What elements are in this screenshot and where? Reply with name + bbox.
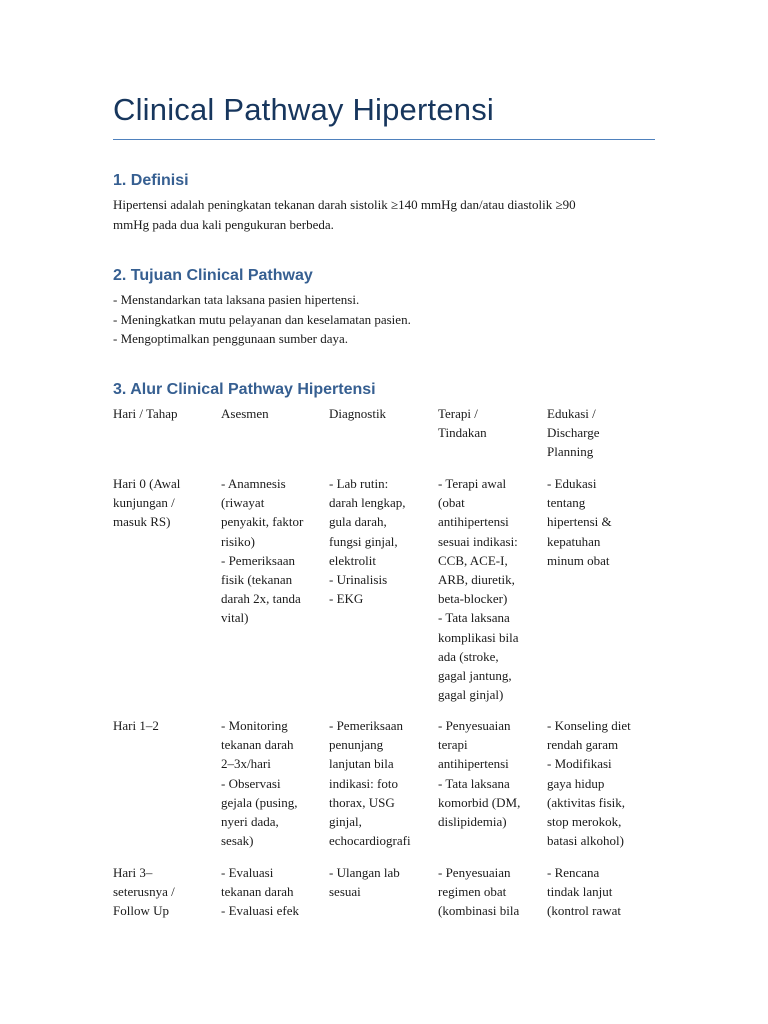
- cell-text: - Tata laksana: [438, 610, 510, 626]
- cell-text: (aktivitas fisik,: [547, 794, 625, 810]
- cell-text: thorax, USG: [329, 794, 395, 810]
- header-text: Planning: [547, 444, 594, 460]
- cell-text: gagal jantung,: [438, 668, 512, 684]
- table-cell-edukasi: [547, 474, 651, 570]
- cell-text: hipertensi &: [547, 514, 612, 530]
- cell-text: - Observasi: [221, 775, 281, 791]
- cell-text: darah 2x, tanda: [221, 591, 301, 607]
- cell-text: beta-blocker): [438, 591, 508, 607]
- cell-text: fungsi ginjal,: [329, 533, 398, 549]
- header-text: Asesmen: [221, 406, 269, 421]
- cell-text: - Evaluasi: [221, 865, 274, 880]
- table-header-terapi: [438, 404, 538, 442]
- cell-text: 2–3x/hari: [221, 756, 271, 772]
- cell-text: (kombinasi bila: [438, 903, 520, 919]
- cell-text: - Monitoring: [221, 718, 288, 733]
- cell-text: batasi alkohol): [547, 833, 624, 849]
- cell-text: - Ulangan lab: [329, 865, 400, 880]
- cell-text: antihipertensi: [438, 756, 509, 772]
- cell-text: sesak): [221, 833, 254, 849]
- cell-text: vital): [221, 610, 249, 626]
- cell-text: dislipidemia): [438, 814, 507, 830]
- cell-text: tekanan darah: [221, 884, 294, 900]
- cell-text: masuk RS): [113, 514, 171, 530]
- cell-text: Hari 1–2: [113, 718, 159, 733]
- cell-text: (riwayat: [221, 495, 265, 511]
- table-cell-hari-tahap: [113, 716, 213, 735]
- cell-text: penyakit, faktor: [221, 514, 304, 530]
- cell-text: gejala (pusing,: [221, 794, 298, 810]
- definisi-line: Hipertensi adalah peningkatan tekanan darah sistolik ≥140 mmHg dan/atau diastolik ≥90: [113, 197, 576, 212]
- section-heading-tujuan: 2. Tujuan Clinical Pathway: [113, 267, 313, 284]
- table-header-edukasi: [547, 404, 651, 462]
- header-text: Hari / Tahap: [113, 406, 178, 421]
- header-text: Edukasi /: [547, 406, 596, 421]
- table-header-diagnostik: [329, 404, 431, 423]
- cell-text: - Evaluasi efek: [221, 903, 299, 919]
- cell-text: gagal ginjal): [438, 687, 504, 703]
- cell-text: tindak lanjut: [547, 884, 613, 900]
- cell-text: - Modifikasi: [547, 756, 612, 772]
- cell-text: CCB, ACE-I,: [438, 552, 508, 568]
- header-text: Discharge: [547, 425, 600, 441]
- cell-text: (obat: [438, 495, 465, 511]
- definisi-line: mmHg pada dua kali pengukuran berbeda.: [113, 217, 334, 232]
- cell-text: - Terapi awal: [438, 476, 507, 491]
- cell-text: sesuai: [329, 884, 361, 900]
- table-cell-edukasi: [547, 716, 651, 850]
- table-cell-asesmen: [221, 716, 323, 850]
- table-cell-terapi: [438, 474, 538, 704]
- table-cell-asesmen: [221, 863, 323, 921]
- cell-text: - Tata laksana: [438, 775, 510, 791]
- cell-text: gula darah,: [329, 514, 387, 530]
- cell-text: tentang: [547, 495, 586, 511]
- cell-text: komorbid (DM,: [438, 794, 521, 810]
- cell-text: lanjutan bila: [329, 756, 394, 772]
- table-cell-hari-tahap: [113, 474, 213, 532]
- cell-text: (kontrol rawat: [547, 903, 622, 919]
- cell-text: penunjang: [329, 737, 384, 753]
- table-cell-diagnostik: [329, 716, 431, 850]
- cell-text: - Lab rutin:: [329, 476, 389, 491]
- cell-text: Follow Up: [113, 903, 169, 919]
- header-text: Diagnostik: [329, 406, 387, 421]
- cell-text: kepatuhan: [547, 533, 601, 549]
- header-text: Tindakan: [438, 425, 487, 441]
- table-cell-edukasi: [547, 863, 651, 921]
- cell-text: - Urinalisis: [329, 572, 388, 588]
- table-header-asesmen: [221, 404, 323, 423]
- table-cell-hari-tahap: [113, 863, 213, 921]
- cell-text: fisik (tekanan: [221, 572, 293, 588]
- cell-text: - Rencana: [547, 865, 600, 880]
- section-heading-alur: 3. Alur Clinical Pathway Hipertensi: [113, 381, 376, 398]
- cell-text: - Edukasi: [547, 476, 597, 491]
- cell-text: sesuai indikasi:: [438, 533, 518, 549]
- cell-text: ada (stroke,: [438, 648, 499, 664]
- table-header-hari-tahap: [113, 404, 213, 423]
- list-item: - Mengoptimalkan penggunaan sumber daya.: [113, 331, 349, 346]
- list-item: - Meningkatkan mutu pelayanan dan keselamatan pasien.: [113, 311, 411, 327]
- title-divider: [113, 139, 655, 140]
- cell-text: - Penyesuaian: [438, 865, 511, 880]
- table-cell-terapi: [438, 716, 538, 831]
- cell-text: darah lengkap,: [329, 495, 406, 511]
- cell-text: minum obat: [547, 552, 610, 568]
- list-item: - Menstandarkan tata laksana pasien hipertensi.: [113, 292, 360, 307]
- table-cell-terapi: [438, 863, 538, 921]
- cell-text: - EKG: [329, 591, 364, 607]
- cell-text: elektrolit: [329, 552, 376, 568]
- table-cell-asesmen: [221, 474, 323, 628]
- cell-text: terapi: [438, 737, 468, 753]
- cell-text: indikasi: foto: [329, 775, 398, 791]
- cell-text: - Konseling diet: [547, 718, 631, 733]
- cell-text: seterusnya /: [113, 884, 175, 900]
- cell-text: - Anamnesis: [221, 476, 286, 491]
- cell-text: ARB, diuretik,: [438, 572, 515, 588]
- cell-text: kunjungan /: [113, 495, 175, 511]
- cell-text: Hari 0 (Awal: [113, 476, 181, 491]
- definisi-paragraph: [113, 195, 658, 235]
- cell-text: tekanan darah: [221, 737, 294, 753]
- cell-text: komplikasi bila: [438, 629, 519, 645]
- cell-text: antihipertensi: [438, 514, 509, 530]
- document-title: Clinical Pathway Hipertensi: [113, 92, 495, 127]
- cell-text: Hari 3–: [113, 865, 153, 880]
- cell-text: - Pemeriksaan: [329, 718, 404, 733]
- cell-text: regimen obat: [438, 884, 507, 900]
- section-heading-definisi: 1. Definisi: [113, 172, 189, 189]
- cell-text: rendah garam: [547, 737, 619, 753]
- cell-text: echocardiografi: [329, 833, 411, 849]
- cell-text: ginjal,: [329, 814, 362, 830]
- cell-text: gaya hidup: [547, 775, 605, 791]
- tujuan-list: [113, 290, 411, 349]
- cell-text: stop merokok,: [547, 814, 622, 830]
- table-cell-diagnostik: [329, 474, 431, 608]
- cell-text: risiko): [221, 533, 255, 549]
- cell-text: - Pemeriksaan: [221, 552, 296, 568]
- cell-text: - Penyesuaian: [438, 718, 511, 733]
- table-cell-diagnostik: [329, 863, 431, 901]
- header-text: Terapi /: [438, 406, 478, 421]
- cell-text: nyeri dada,: [221, 814, 279, 830]
